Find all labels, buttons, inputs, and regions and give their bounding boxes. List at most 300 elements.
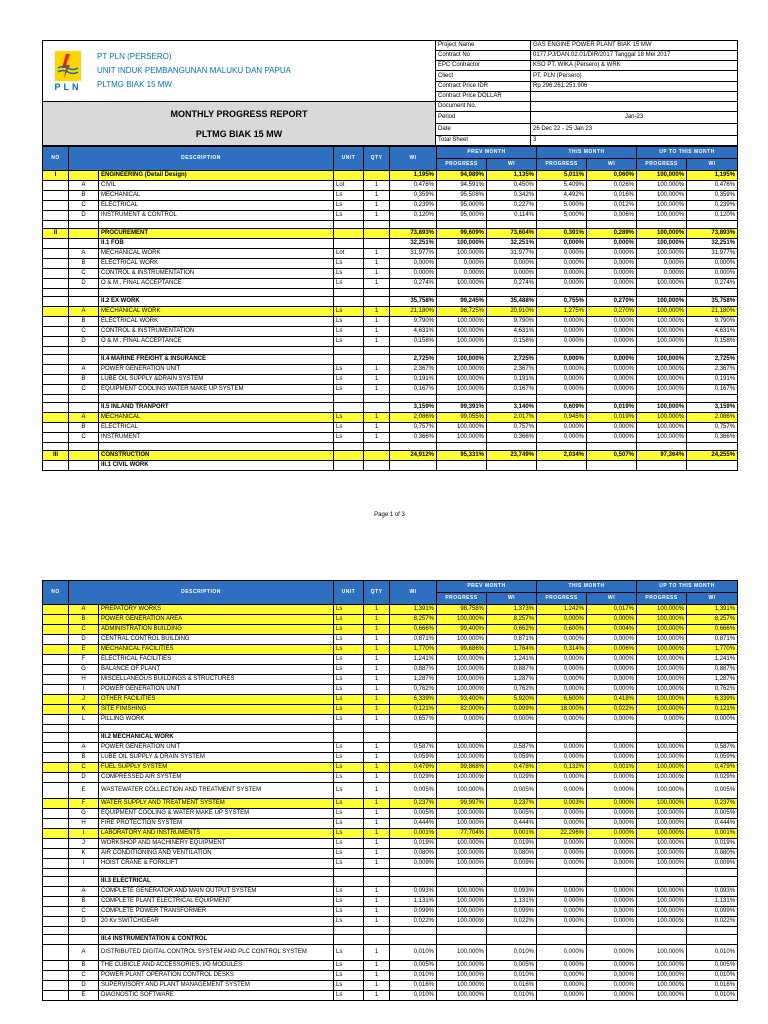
cell-up: 100,000% — [637, 945, 687, 961]
cell-unit: Ls — [334, 705, 364, 715]
cell-qty — [364, 443, 390, 451]
cell-desc: PROCUREMENT — [99, 229, 334, 239]
cell-tp: 18,000% — [537, 705, 587, 715]
cell-unit: Ls — [334, 763, 364, 773]
cell-uw: 0,359% — [687, 191, 738, 201]
cell-up: 100,000% — [637, 743, 687, 753]
cell-letter — [69, 395, 99, 403]
info-value: 26 Dec 22 - 25 Jan 23 — [531, 124, 738, 136]
cell-wi: 1,770% — [390, 645, 437, 655]
cell-tp: 0,132% — [537, 763, 587, 773]
table-row — [43, 297, 738, 307]
table-row — [43, 171, 738, 181]
cell-no — [43, 917, 69, 927]
cell-unit: Ls — [334, 809, 364, 819]
report-header-table — [42, 40, 738, 146]
column-header-unit: UNIT — [334, 581, 364, 605]
cell-desc: COMPLETE GENERATOR AND MAIN OUTPUT SYSTEM — [99, 887, 334, 897]
cell-letter — [69, 927, 99, 935]
info-label: Project Name — [436, 41, 531, 51]
cell-letter: I — [69, 859, 99, 869]
cell-uw: 2,086% — [687, 413, 738, 423]
cell-up: 100,000% — [637, 355, 687, 365]
table-row — [43, 337, 738, 347]
cell-desc: III.1 CIVIL WORK — [99, 461, 334, 471]
cell-up: 100,000% — [637, 605, 687, 615]
cell-pp: 99,609% — [437, 229, 487, 239]
cell-up: 100,000% — [637, 829, 687, 839]
table-row — [43, 347, 738, 355]
cell-up: 100,000% — [637, 297, 687, 307]
cell-unit — [334, 221, 364, 229]
cell-no — [43, 365, 69, 375]
cell-uw: 8,257% — [687, 615, 738, 625]
column-header-wi-sub: WI — [587, 159, 637, 171]
cell-desc: FUEL SUPPLY SYSTEM — [99, 763, 334, 773]
cell-tw: 0,000% — [587, 859, 637, 869]
info-label: Cliect — [436, 71, 531, 81]
cell-letter: C — [69, 907, 99, 917]
table-row — [43, 869, 738, 877]
cell-tw: 0,000% — [587, 327, 637, 337]
cell-tp: 0,000% — [537, 655, 587, 665]
table-row — [43, 279, 738, 289]
cell-tw: 0,000% — [587, 665, 637, 675]
cell-uw: 0,120% — [687, 211, 738, 221]
cell-qty: 1 — [364, 839, 390, 849]
cell-tw: 0,000% — [587, 269, 637, 279]
cell-unit: Ls — [334, 307, 364, 317]
cell-qty: 1 — [364, 307, 390, 317]
cell-up: 100,000% — [637, 819, 687, 829]
cell-unit: Ls — [334, 385, 364, 395]
cell-qty: 1 — [364, 991, 390, 1001]
cell-letter: A — [69, 605, 99, 615]
table-row — [43, 451, 738, 461]
cell-desc: ADMINISTRATION BUILDING — [99, 625, 334, 635]
table-row — [43, 191, 738, 201]
cell-unit: Ls — [334, 259, 364, 269]
cell-pw: 0,191% — [487, 375, 537, 385]
cell-pw: 73,604% — [487, 229, 537, 239]
cell-letter — [69, 935, 99, 945]
cell-pp: 100,000% — [437, 849, 487, 859]
cell-unit: Ls — [334, 991, 364, 1001]
column-header-no: NO — [43, 581, 69, 605]
cell-unit: Ls — [334, 715, 364, 725]
cell-tp: 0,000% — [537, 239, 587, 249]
cell-up: 100,000% — [637, 403, 687, 413]
cell-wi: 1,195% — [390, 171, 437, 181]
cell-wi: 6,339% — [390, 695, 437, 705]
cell-unit: Ls — [334, 625, 364, 635]
cell-pp: 100,000% — [437, 355, 487, 365]
table-row — [43, 971, 738, 981]
cell-no — [43, 733, 69, 743]
cell-tw: 0,000% — [587, 317, 637, 327]
cell-wi: 0,005% — [390, 961, 437, 971]
cell-desc: PILLING WORK — [99, 715, 334, 725]
cell-tw: 0,019% — [587, 403, 637, 413]
cell-pp: 0,000% — [437, 269, 487, 279]
cell-uw — [687, 935, 738, 945]
cell-unit — [334, 443, 364, 451]
cell-desc: II.4 MARINE FREIGHT & INSURANCE — [99, 355, 334, 365]
cell-tp: 1,275% — [537, 307, 587, 317]
cell-no — [43, 685, 69, 695]
cell-tw: 0,012% — [587, 201, 637, 211]
cell-letter: C — [69, 201, 99, 211]
cell-pw: 0,871% — [487, 635, 537, 645]
cell-tw: 0,000% — [587, 753, 637, 763]
cell-tp: 0,000% — [537, 961, 587, 971]
cell-tw: 0,000% — [587, 819, 637, 829]
unit-name: UNIT INDUK PEMBANGUNAN MALUKU DAN PAPUA — [97, 66, 291, 75]
cell-pw: 0,099% — [487, 907, 537, 917]
cell-desc: POWER PLANT OPERATION CONTROL DESKS — [99, 971, 334, 981]
cell-pp — [437, 289, 487, 297]
cell-no — [43, 625, 69, 635]
column-header-progress: PROGRESS — [537, 593, 587, 605]
cell-up: 100,000% — [637, 859, 687, 869]
cell-wi — [390, 877, 437, 887]
cell-unit: Lot — [334, 249, 364, 259]
cell-tp: 0,000% — [537, 423, 587, 433]
cell-wi: 0,757% — [390, 423, 437, 433]
cell-pw: 0,762% — [487, 685, 537, 695]
cell-uw: 0,762% — [687, 685, 738, 695]
pln-logo-icon — [55, 51, 81, 81]
cell-desc: DISTRIBUTED DIGITAL CONTROL SYSTEM AND PLC CONTROL SYSTEM — [99, 945, 334, 961]
cell-pw: 3,140% — [487, 403, 537, 413]
cell-tw: 0,000% — [587, 375, 637, 385]
cell-tp: 0,000% — [537, 945, 587, 961]
cell-tp: 0,000% — [537, 981, 587, 991]
cell-wi — [390, 725, 437, 733]
cell-desc: MECHANICAL — [99, 413, 334, 423]
cell-pw: 1,135% — [487, 171, 537, 181]
cell-desc: III.4 INSTRUMENTATION & CONTROL — [99, 935, 334, 945]
cell-wi — [390, 347, 437, 355]
cell-up: 100,000% — [637, 981, 687, 991]
cell-no — [43, 269, 69, 279]
cell-pw: 1,373% — [487, 605, 537, 615]
cell-desc — [99, 289, 334, 297]
cell-wi: 0,444% — [390, 819, 437, 829]
table-row — [43, 961, 738, 971]
cell-tp: 0,000% — [537, 839, 587, 849]
table-row — [43, 945, 738, 961]
cell-letter: L — [69, 715, 99, 725]
report-page-2 — [42, 580, 737, 1001]
cell-up: 100,000% — [637, 433, 687, 443]
cell-qty: 1 — [364, 327, 390, 337]
cell-wi: 0,010% — [390, 945, 437, 961]
cell-tp — [537, 347, 587, 355]
cell-uw: 0,080% — [687, 849, 738, 859]
cell-no — [43, 945, 69, 961]
cell-up: 100,000% — [637, 191, 687, 201]
cell-pp: 100,000% — [437, 337, 487, 347]
cell-desc: COMPLETE POWER TRANSFORMER — [99, 907, 334, 917]
cell-no — [43, 869, 69, 877]
cell-up — [637, 395, 687, 403]
cell-pw — [487, 289, 537, 297]
cell-no — [43, 897, 69, 907]
cell-tw: 0,000% — [587, 829, 637, 839]
cell-wi: 0,191% — [390, 375, 437, 385]
cell-pp: 100,000% — [437, 685, 487, 695]
cell-pw — [487, 395, 537, 403]
cell-letter: C — [69, 327, 99, 337]
table-row — [43, 289, 738, 297]
cell-letter — [69, 451, 99, 461]
cell-pp: 100,000% — [437, 423, 487, 433]
cell-no — [43, 981, 69, 991]
cell-qty: 1 — [364, 695, 390, 705]
cell-tp: 0,391% — [537, 229, 587, 239]
table-row — [43, 907, 738, 917]
cell-desc: MISCELLANEOUS BUILDINGS & STRUCTURES — [99, 675, 334, 685]
cell-no — [43, 715, 69, 725]
table-row — [43, 317, 738, 327]
cell-desc: SITE FINISHING — [99, 705, 334, 715]
cell-unit: Ls — [334, 317, 364, 327]
info-label: Contract Price DOLLAR — [436, 91, 531, 101]
cell-up: 100,000% — [637, 307, 687, 317]
table-row — [43, 849, 738, 859]
cell-qty — [364, 403, 390, 413]
cell-no — [43, 385, 69, 395]
info-value: 3 — [531, 136, 738, 146]
cell-uw: 0,587% — [687, 743, 738, 753]
cell-uw — [687, 289, 738, 297]
cell-qty — [364, 725, 390, 733]
cell-pp: 93,400% — [437, 695, 487, 705]
cell-qty: 1 — [364, 917, 390, 927]
cell-no — [43, 395, 69, 403]
cell-tp — [537, 443, 587, 451]
cell-pw — [487, 347, 537, 355]
cell-qty: 1 — [364, 181, 390, 191]
cell-qty: 1 — [364, 665, 390, 675]
cell-pw: 0,016% — [487, 981, 537, 991]
cell-up — [637, 347, 687, 355]
cell-qty — [364, 355, 390, 365]
cell-up — [637, 725, 687, 733]
cell-no — [43, 971, 69, 981]
table-row — [43, 461, 738, 471]
cell-qty — [364, 927, 390, 935]
cell-desc: CIVIL — [99, 181, 334, 191]
cell-wi: 0,121% — [390, 705, 437, 715]
cell-up: 100,000% — [637, 675, 687, 685]
cell-pw: 1,287% — [487, 675, 537, 685]
cell-uw: 0,022% — [687, 917, 738, 927]
cell-pp: 99,391% — [437, 403, 487, 413]
info-value: Jan-23 — [531, 112, 738, 124]
report-page-1 — [42, 40, 737, 518]
cell-qty: 1 — [364, 753, 390, 763]
cell-pw: 35,488% — [487, 297, 537, 307]
cell-up: 100,000% — [637, 249, 687, 259]
cell-pw: 0,000% — [487, 269, 537, 279]
cell-pp: 100,000% — [437, 249, 487, 259]
cell-qty: 1 — [364, 191, 390, 201]
cell-uw — [687, 927, 738, 935]
cell-pw — [487, 935, 537, 945]
cell-tp: 0,000% — [537, 783, 587, 799]
cell-tw: 0,000% — [587, 887, 637, 897]
cell-qty: 1 — [364, 799, 390, 809]
cell-up: 100,000% — [637, 327, 687, 337]
column-header-wi-sub: WI — [687, 159, 738, 171]
cell-letter — [69, 297, 99, 307]
cell-unit — [334, 733, 364, 743]
cell-pp — [437, 395, 487, 403]
cell-pp: 100,000% — [437, 615, 487, 625]
cell-letter: F — [69, 655, 99, 665]
cell-qty — [364, 451, 390, 461]
cell-uw: 0,099% — [687, 907, 738, 917]
cell-no: III — [43, 451, 69, 461]
cell-unit: Lot — [334, 181, 364, 191]
cell-pp: 94,989% — [437, 171, 487, 181]
cell-wi: 24,912% — [390, 451, 437, 461]
cell-unit — [334, 725, 364, 733]
cell-tp: 0,000% — [537, 743, 587, 753]
column-header-wi: WI — [390, 581, 437, 605]
cell-wi: 0,120% — [390, 211, 437, 221]
cell-desc: THE CUBICLE AND ACCESSORIES, I/O MODULES — [99, 961, 334, 971]
cell-pw: 1,241% — [487, 655, 537, 665]
cell-desc: II.5 INLAND TRANPORT — [99, 403, 334, 413]
cell-tp — [537, 289, 587, 297]
table-row — [43, 783, 738, 799]
cell-unit: Ls — [334, 675, 364, 685]
cell-tw: 0,001% — [587, 763, 637, 773]
cell-uw: 0,001% — [687, 829, 738, 839]
cell-pp: 100,000% — [437, 279, 487, 289]
cell-qty: 1 — [364, 907, 390, 917]
table-row — [43, 443, 738, 451]
cell-letter: K — [69, 705, 99, 715]
cell-pp: 100,000% — [437, 887, 487, 897]
cell-desc: EQUIPMENT COOLING & WATER MAKE UP SYSTEM — [99, 809, 334, 819]
cell-up: 100,000% — [637, 337, 687, 347]
cell-pp: 100,000% — [437, 327, 487, 337]
cell-uw: 31,977% — [687, 249, 738, 259]
cell-wi: 21,180% — [390, 307, 437, 317]
cell-pw: 0,010% — [487, 945, 537, 961]
cell-desc: CONTROL & INSTRUMENTATION — [99, 327, 334, 337]
cell-pp: 98,758% — [437, 605, 487, 615]
cell-pp: 100,000% — [437, 385, 487, 395]
info-label: Period — [436, 112, 531, 124]
cell-qty — [364, 869, 390, 877]
table-row — [43, 887, 738, 897]
cell-letter: D — [69, 211, 99, 221]
cell-qty: 1 — [364, 849, 390, 859]
cell-tp: 5,000% — [537, 211, 587, 221]
cell-wi: 0,657% — [390, 715, 437, 725]
cell-uw: 0,274% — [687, 279, 738, 289]
cell-unit: Ls — [334, 365, 364, 375]
cell-pw: 0,022% — [487, 917, 537, 927]
cell-tp: 0,000% — [537, 849, 587, 859]
cell-unit: Ls — [334, 375, 364, 385]
cell-up: 100,000% — [637, 991, 687, 1001]
cell-no — [43, 615, 69, 625]
page-number: Page 1 of 3 — [374, 512, 405, 518]
cell-pp: 95,331% — [437, 451, 487, 461]
report-title-block — [43, 102, 436, 146]
cell-uw: 0,167% — [687, 385, 738, 395]
info-value: Rp 296.261.251.906 — [531, 81, 738, 91]
cell-tp — [537, 395, 587, 403]
cell-uw: 0,000% — [687, 715, 738, 725]
cell-uw: 35,758% — [687, 297, 738, 307]
cell-up: 100,000% — [637, 773, 687, 783]
cell-uw: 0,010% — [687, 945, 738, 961]
cell-up: 100,000% — [637, 897, 687, 907]
cell-pw: 0,001% — [487, 829, 537, 839]
cell-qty — [364, 239, 390, 249]
table-row — [43, 259, 738, 269]
cell-wi: 0,009% — [390, 859, 437, 869]
cell-desc — [99, 927, 334, 935]
column-header-wi-sub: WI — [487, 159, 537, 171]
cell-unit — [334, 869, 364, 877]
table-row — [43, 249, 738, 259]
cell-letter: D — [69, 773, 99, 783]
cell-pw — [487, 733, 537, 743]
cell-pp: 100,000% — [437, 981, 487, 991]
cell-unit: Ls — [334, 211, 364, 221]
cell-no: I — [43, 171, 69, 181]
cell-wi: 3,159% — [390, 403, 437, 413]
cell-qty: 1 — [364, 829, 390, 839]
cell-unit: Ls — [334, 269, 364, 279]
column-header-this-month: THIS MONTH — [537, 581, 637, 593]
cell-no — [43, 327, 69, 337]
cell-pw: 1,131% — [487, 897, 537, 907]
cell-up: 100,000% — [637, 413, 687, 423]
cell-letter — [69, 289, 99, 297]
cell-letter: A — [69, 945, 99, 961]
cell-tw: 0,000% — [587, 809, 637, 819]
cell-tp: 0,000% — [537, 685, 587, 695]
column-header-this-month: THIS MONTH — [537, 147, 637, 159]
cell-tw — [587, 877, 637, 887]
cell-pp: 98,725% — [437, 307, 487, 317]
info-label: Contract Price IDR — [436, 81, 531, 91]
cell-wi — [390, 221, 437, 229]
cell-no — [43, 337, 69, 347]
cell-tp: 0,000% — [537, 327, 587, 337]
cell-pp — [437, 443, 487, 451]
cell-wi: 1,241% — [390, 655, 437, 665]
cell-pw: 31,977% — [487, 249, 537, 259]
cell-desc: AIR CONDITIONING AND VENTILATION — [99, 849, 334, 859]
cell-wi: 0,080% — [390, 849, 437, 859]
cell-pp: 99,868% — [437, 763, 487, 773]
cell-unit — [334, 927, 364, 935]
company-block — [43, 41, 436, 102]
cell-wi: 31,977% — [390, 249, 437, 259]
cell-tp: 0,000% — [537, 259, 587, 269]
cell-pw: 2,017% — [487, 413, 537, 423]
